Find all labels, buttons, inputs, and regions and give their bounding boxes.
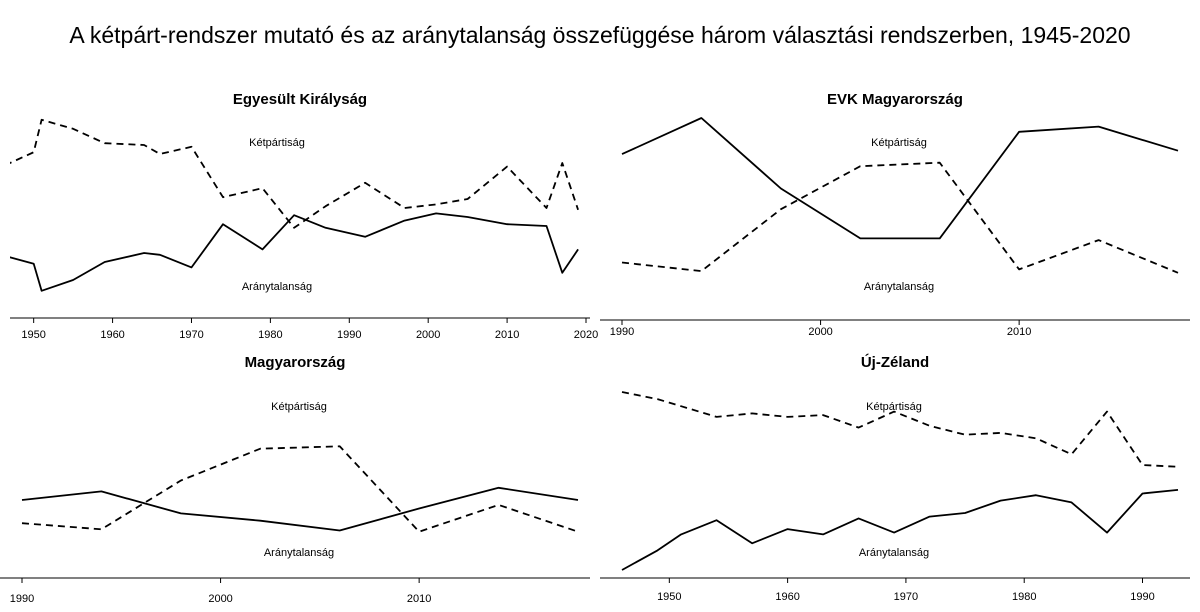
series-label: Kétpártiság <box>249 137 305 149</box>
page-title: A kétpárt-rendszer mutató és az aránytalanság összefüggése három választási rendszerben, 1945-2020 <box>69 22 1131 48</box>
series-label: Kétpártiság <box>866 401 922 413</box>
x-tick-label: 1950 <box>21 329 46 341</box>
panel-title: Új-Zéland <box>860 354 930 371</box>
x-tick-label: 1960 <box>775 591 800 603</box>
x-tick-label: 1990 <box>337 329 362 341</box>
x-tick-label: 1970 <box>893 591 919 603</box>
series-label: Aránytalanság <box>858 547 930 559</box>
x-tick-label: 2010 <box>494 329 520 341</box>
series-line-ketpartisag <box>0 120 578 228</box>
panel-title: EVK Magyarország <box>827 91 963 108</box>
x-tick-label: 2010 <box>1006 326 1032 338</box>
series-label: Aránytalanság <box>863 281 935 293</box>
x-tick-label: 2000 <box>808 326 833 338</box>
x-tick-label: 1960 <box>100 329 125 341</box>
x-tick-label: 1980 <box>1011 591 1037 603</box>
x-tick-label: 1990 <box>609 326 635 338</box>
x-tick-label: 2000 <box>415 329 441 341</box>
series-label: Kétpártiság <box>871 137 927 149</box>
x-tick-label: 2020 <box>573 329 599 341</box>
x-tick-label: 2010 <box>406 593 432 605</box>
x-tick-label: 1970 <box>179 329 204 341</box>
series-label: Aránytalanság <box>241 281 313 293</box>
series-line-ketpartisag <box>622 163 1178 273</box>
panel-title: Magyarország <box>244 354 346 371</box>
panel-title: Egyesült Királyság <box>232 91 368 108</box>
series-label: Kétpártiság <box>271 401 327 413</box>
x-tick-label: 1980 <box>258 329 283 341</box>
series-line-aranytalansag <box>0 213 578 290</box>
x-tick-label: 1990 <box>9 593 35 605</box>
x-tick-label: 1950 <box>657 591 682 603</box>
x-tick-label: 1990 <box>1130 591 1155 603</box>
series-line-aranytalansag <box>22 488 578 531</box>
series-label: Aránytalanság <box>263 547 335 559</box>
x-tick-label: 2000 <box>208 593 233 605</box>
